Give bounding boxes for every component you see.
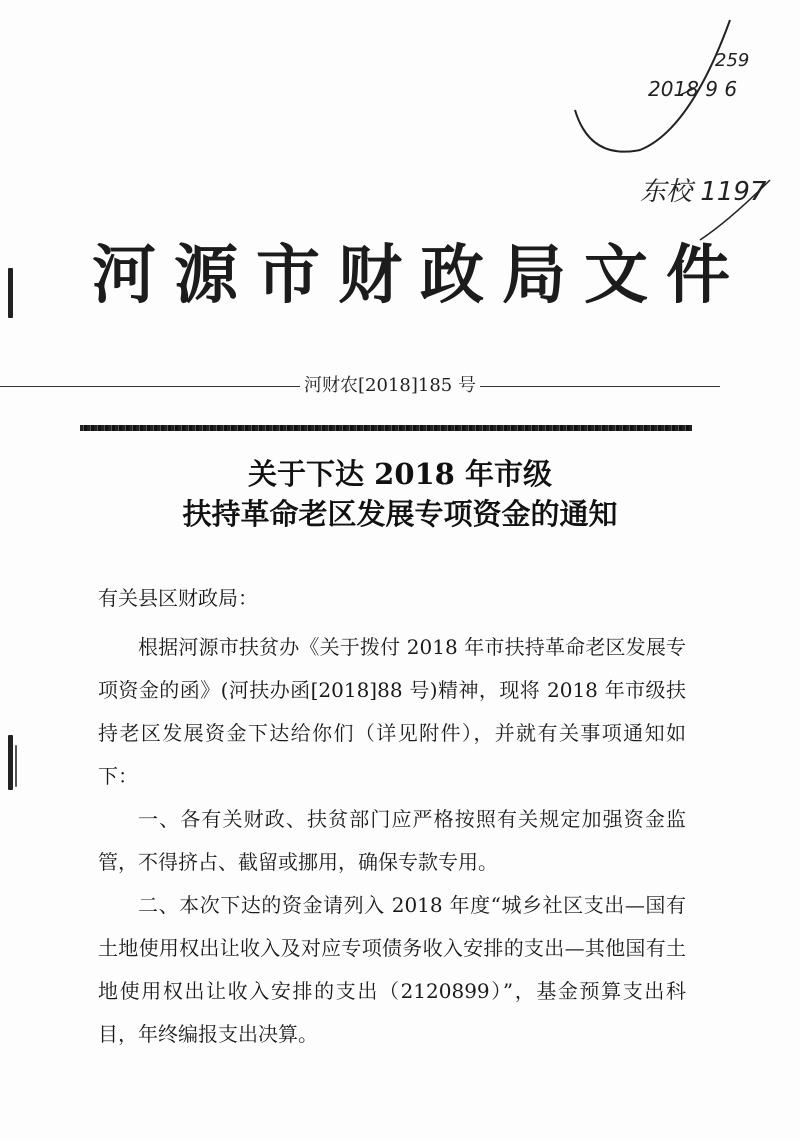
body-paragraph: 根据河源市扶贫办《关于拨付 2018 年市扶持革命老区发展专项资金的函》(河扶办函[2018]88 号)精神，现将 2018 年市级扶持老区发展资金下达给你们（详见附件），并就有关事项通知如下： — [98, 635, 686, 788]
doc-number-row — [0, 372, 800, 402]
binding-mark — [15, 745, 17, 787]
handwriting-line-2: 2018 9 6 — [648, 77, 738, 101]
body-paragraph: 一、各有关财政、扶贫部门应严格按照有关规定加强资金监管，不得挤占、截留或挪用，确保专款专用。 — [98, 807, 686, 874]
document-title-line-2: 扶持革命老区发展专项资金的通知 — [182, 497, 618, 531]
salutation: 有关县区财政局： — [98, 586, 258, 610]
document-title-line-1: 关于下达 2018 年市级 — [248, 457, 552, 491]
handwriting-line-3: 东校 1197 — [640, 177, 767, 207]
document-number: 河财农[2018]185 号 — [304, 375, 476, 396]
divider — [0, 386, 300, 387]
header-separator-line — [80, 425, 692, 431]
document-masthead: 河源市财政局文件 — [92, 238, 748, 313]
binding-mark — [8, 268, 13, 318]
binding-mark — [8, 735, 13, 790]
handwriting-line-1: 259 — [715, 50, 750, 71]
body-paragraph: 二、本次下达的资金请列入 2018 年度“城乡社区支出—国有土地使用权出让收入及对应专项债务收入安排的支出—其他国有土地使用权出让收入安排的支出（2120899）”，基金预算支出科目，年终编报支出决算。 — [98, 893, 686, 1046]
divider — [480, 386, 720, 387]
